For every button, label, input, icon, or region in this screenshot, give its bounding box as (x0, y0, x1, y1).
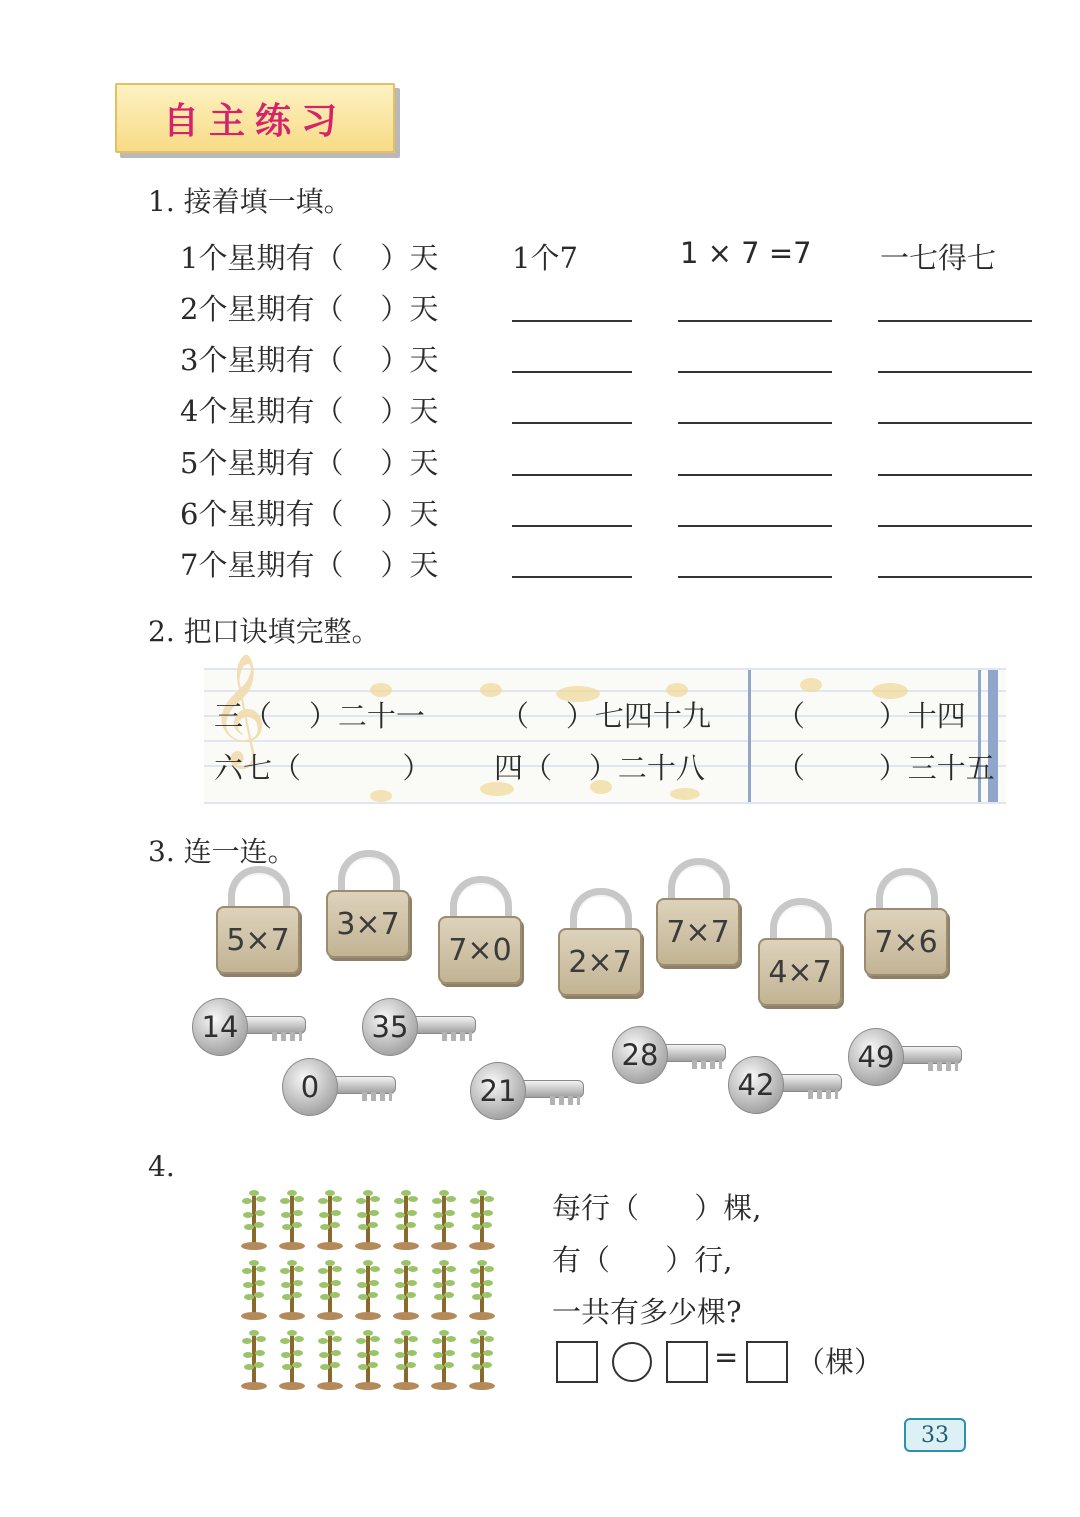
q2-item-2: （ ）七四十九 (500, 699, 711, 733)
tree-icon (468, 1188, 496, 1252)
tree-icon (278, 1258, 306, 1322)
q1-row-6: 6个星期有（ ）天 (180, 497, 439, 531)
key-label: 21 (470, 1062, 526, 1120)
q1-row-5: 5个星期有（ ）天 (180, 446, 439, 480)
key[interactable] (728, 1056, 848, 1116)
key-label: 0 (282, 1058, 338, 1116)
answer-box[interactable] (666, 1341, 708, 1383)
q1-blank[interactable] (678, 525, 832, 527)
question-4-title: 4. (148, 1150, 175, 1183)
staff-bar-line (748, 670, 751, 802)
q2-item-5: 四（ ）二十八 (494, 751, 705, 785)
q1-blank[interactable] (878, 320, 1032, 322)
q1-blank[interactable] (512, 576, 632, 578)
tree-icon (392, 1258, 420, 1322)
lock-label: 4×7 (758, 938, 842, 1006)
lock[interactable] (326, 850, 406, 960)
section-banner (115, 83, 395, 153)
question-1-title: 1. 接着填一填。 (148, 185, 352, 218)
tree-icon (354, 1188, 382, 1252)
music-note-icon (800, 678, 822, 692)
tree-icon (278, 1328, 306, 1392)
lock[interactable] (438, 876, 518, 986)
q1-row-2: 2个星期有（ ）天 (180, 292, 439, 326)
key-teeth-icon (808, 1090, 838, 1099)
tree-grid (240, 1188, 510, 1398)
tree-icon (468, 1258, 496, 1322)
key-teeth-icon (442, 1032, 472, 1041)
key[interactable] (848, 1028, 968, 1088)
answer-box[interactable] (746, 1341, 788, 1383)
q1-blank[interactable] (512, 422, 632, 424)
tree-icon (354, 1258, 382, 1322)
unit-label: （棵） (796, 1345, 884, 1379)
key[interactable] (470, 1062, 590, 1122)
q1-row-1: 1个星期有（ ）天 (180, 241, 439, 275)
lock-label: 2×7 (558, 928, 642, 996)
q1-example-equation: 1 × 7 =7 (680, 236, 812, 270)
music-note-icon (370, 790, 392, 802)
q4-rows-text: 有（ ）行, (552, 1243, 733, 1277)
tree-icon (430, 1188, 458, 1252)
q1-blank[interactable] (878, 525, 1032, 527)
q1-blank[interactable] (512, 474, 632, 476)
question-2-title: 2. 把口诀填完整。 (148, 615, 380, 648)
tree-icon (430, 1328, 458, 1392)
tree-icon (240, 1328, 268, 1392)
q1-example-count: 1个7 (512, 241, 578, 275)
q1-blank[interactable] (512, 525, 632, 527)
lock[interactable] (864, 868, 944, 978)
lock-label: 5×7 (216, 906, 300, 974)
lock-label: 3×7 (326, 890, 410, 958)
q1-row-7: 7个星期有（ ）天 (180, 548, 439, 582)
tree-icon (468, 1328, 496, 1392)
treble-clef-icon: 𝄞 (210, 652, 267, 764)
operator-circle[interactable] (612, 1342, 652, 1382)
tree-icon (316, 1188, 344, 1252)
q1-blank[interactable] (512, 371, 632, 373)
q1-blank[interactable] (878, 576, 1032, 578)
key[interactable] (282, 1058, 402, 1118)
q1-blank[interactable] (678, 320, 832, 322)
tree-icon (354, 1328, 382, 1392)
q2-item-1: 三（ ）二十一 (214, 699, 425, 733)
tree-icon (430, 1258, 458, 1322)
tree-icon (316, 1328, 344, 1392)
tree-icon (240, 1258, 268, 1322)
q2-item-6: （ ）三十五 (776, 751, 995, 785)
staff-line (204, 740, 1006, 742)
key-teeth-icon (692, 1060, 722, 1069)
q1-example-rhyme: 一七得七 (880, 241, 997, 275)
q2-item-4: 六七（ ） (214, 751, 432, 785)
q1-blank[interactable] (512, 320, 632, 322)
lock[interactable] (656, 858, 736, 968)
music-note-icon (670, 788, 700, 800)
q1-blank[interactable] (678, 576, 832, 578)
answer-box[interactable] (556, 1341, 598, 1383)
key[interactable] (192, 998, 312, 1058)
q1-blank[interactable] (678, 371, 832, 373)
q1-blank[interactable] (878, 474, 1032, 476)
q1-row-3: 3个星期有（ ）天 (180, 343, 439, 377)
key[interactable] (612, 1026, 732, 1086)
music-note-icon (480, 683, 502, 697)
q1-blank[interactable] (878, 371, 1032, 373)
lock[interactable] (216, 866, 296, 976)
tree-icon (316, 1258, 344, 1322)
q4-per-row-text: 每行（ ）棵, (552, 1191, 762, 1225)
key-label: 42 (728, 1056, 784, 1114)
key-label: 28 (612, 1026, 668, 1084)
lock[interactable] (758, 898, 838, 1008)
key-teeth-icon (928, 1062, 958, 1071)
lock-label: 7×6 (864, 908, 948, 976)
tree-icon (278, 1188, 306, 1252)
key-teeth-icon (272, 1032, 302, 1041)
q2-item-3: （ ）十四 (776, 699, 966, 733)
lock-label: 7×7 (656, 898, 740, 966)
q4-question-text: 一共有多少棵? (552, 1295, 742, 1329)
key-teeth-icon (550, 1096, 580, 1105)
page-number: 33 (904, 1418, 966, 1452)
tree-icon (240, 1188, 268, 1252)
tree-icon (392, 1188, 420, 1252)
key-label: 35 (362, 998, 418, 1056)
lock[interactable] (558, 888, 638, 998)
key[interactable] (362, 998, 482, 1058)
q1-blank[interactable] (878, 422, 1032, 424)
equals-sign: = (714, 1340, 739, 1374)
key-label: 14 (192, 998, 248, 1056)
lock-label: 7×0 (438, 916, 522, 984)
question-3-title: 3. 连一连。 (148, 835, 296, 868)
section-title: 自主练习 (162, 100, 347, 142)
tree-icon (392, 1328, 420, 1392)
key-label: 49 (848, 1028, 904, 1086)
key-teeth-icon (362, 1092, 392, 1101)
q1-blank[interactable] (678, 422, 832, 424)
q1-row-4: 4个星期有（ ）天 (180, 394, 439, 428)
q1-blank[interactable] (678, 474, 832, 476)
